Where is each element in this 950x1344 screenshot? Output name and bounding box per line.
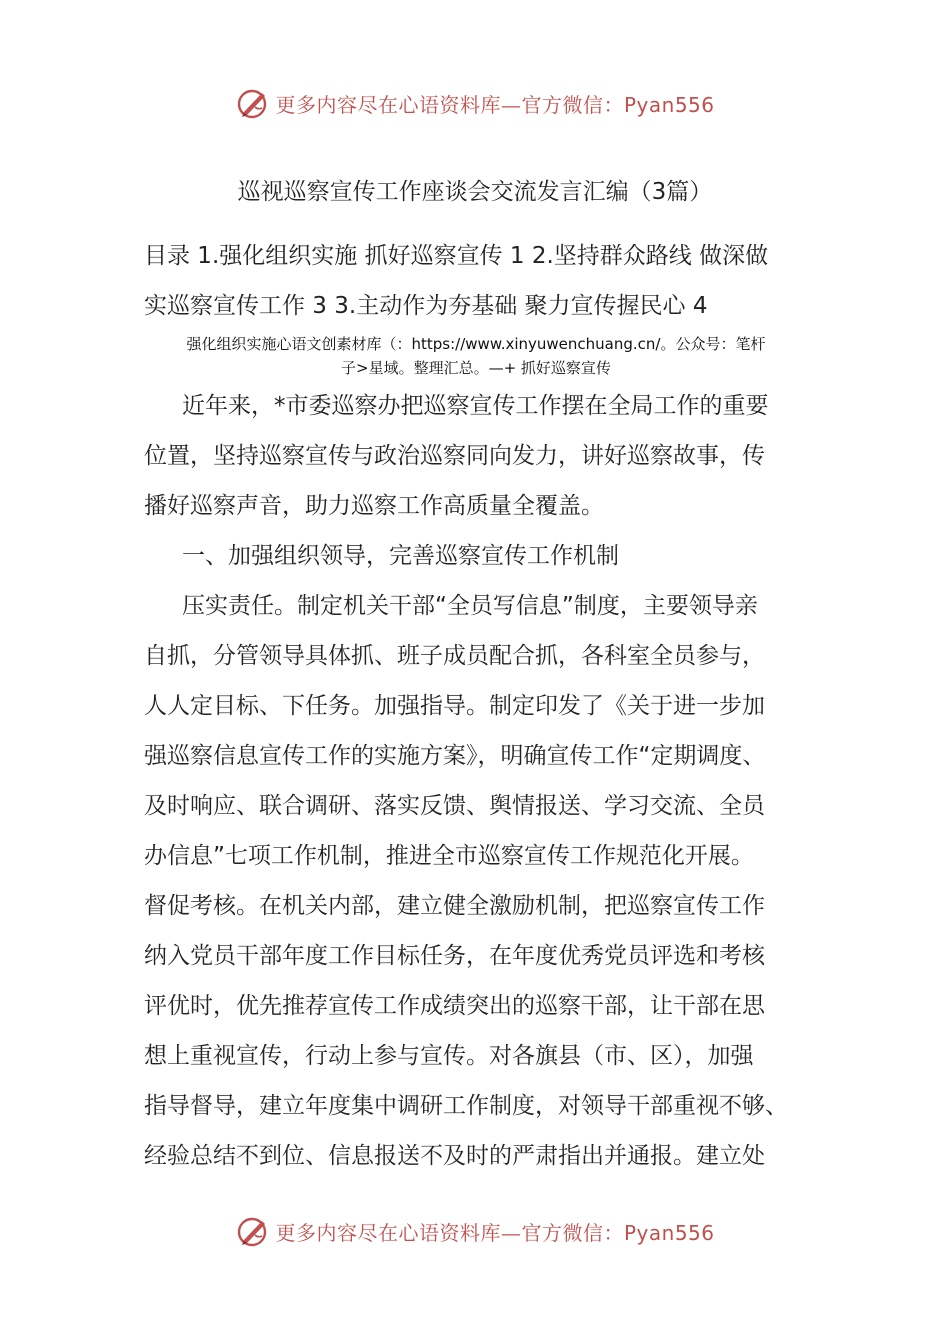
body-line: 纳入党员干部年度工作目标任务，在年度优秀党员评选和考核 [144, 943, 765, 969]
body-line: 近年来，*市委巡察办把巡察宣传工作摆在全局工作的重要 [182, 393, 769, 419]
watermark-wechat-id: Pyan556 [623, 92, 715, 117]
body-line: 自抓，分管领导具体抓、班子成员配合抓，各科室全员参与， [144, 643, 765, 669]
body-line: 压实责任。制定机关干部“全员写信息”制度，主要领导亲 [182, 593, 758, 619]
pen-logo-icon [235, 85, 271, 121]
toc-line: 实巡察宣传工作 3 3.主动作为夯基础 聚力宣传握民心 4 [144, 293, 708, 319]
body-line: 经验总结不到位、信息报送不及时的严肃指出并通报。建立处 [144, 1143, 765, 1169]
toc-line: 目录 1.强化组织实施 抓好巡察宣传 1 2.坚持群众路线 做深做 [144, 243, 769, 269]
source-note [140, 332, 812, 380]
body-line: 想上重视宣传，行动上参与宣传。对各旗县（市、区），加强 [144, 1043, 754, 1069]
watermark-text [275, 1217, 714, 1246]
document-body [144, 381, 816, 1181]
body-line: 指导督导，建立年度集中调研工作制度，对领导干部重视不够、 [144, 1093, 788, 1119]
watermark-caption: 更多内容尽在心语资料库—官方微信： [275, 1220, 624, 1245]
body-line: 督促考核。在机关内部，建立健全激励机制，把巡察宣传工作 [144, 893, 765, 919]
note-line: 强化组织实施心语文创素材库（：https://www.xinyuwenchuang.cn/。公众号：笔杆 [186, 335, 766, 353]
body-line: 评优时，优先推荐宣传工作成绩突出的巡察干部，让干部在思 [144, 993, 765, 1019]
watermark-caption: 更多内容尽在心语资料库—官方微信： [275, 92, 624, 117]
document-title: 巡视巡察宣传工作座谈会交流发言汇编（3篇） [237, 179, 713, 205]
pen-logo-icon [235, 1213, 271, 1249]
body-line: 及时响应、联合调研、落实反馈、舆情报送、学习交流、全员 [144, 793, 765, 819]
table-of-contents [144, 231, 814, 331]
body-line: 强巡察信息宣传工作的实施方案》，明确宣传工作“定期调度、 [144, 743, 766, 769]
body-line: 人人定目标、下任务。加强指导。制定印发了《关于进一步加 [144, 693, 765, 719]
watermark-text [275, 89, 714, 118]
body-line: 位置，坚持巡察宣传与政治巡察同向发力，讲好巡察故事，传 [144, 443, 765, 469]
section-heading: 一、加强组织领导，完善巡察宣传工作机制 [182, 543, 619, 569]
body-line: 播好巡察声音，助力巡察工作高质量全覆盖。 [144, 493, 604, 519]
watermark-banner-top [0, 78, 950, 128]
body-line: 办信息”七项工作机制，推进全市巡察宣传工作规范化开展。 [144, 843, 754, 869]
watermark-banner-bottom [0, 1206, 950, 1256]
watermark-wechat-id: Pyan556 [623, 1220, 715, 1245]
note-line: 子>星域。整理汇总。—+ 抓好巡察宣传 [341, 359, 611, 377]
